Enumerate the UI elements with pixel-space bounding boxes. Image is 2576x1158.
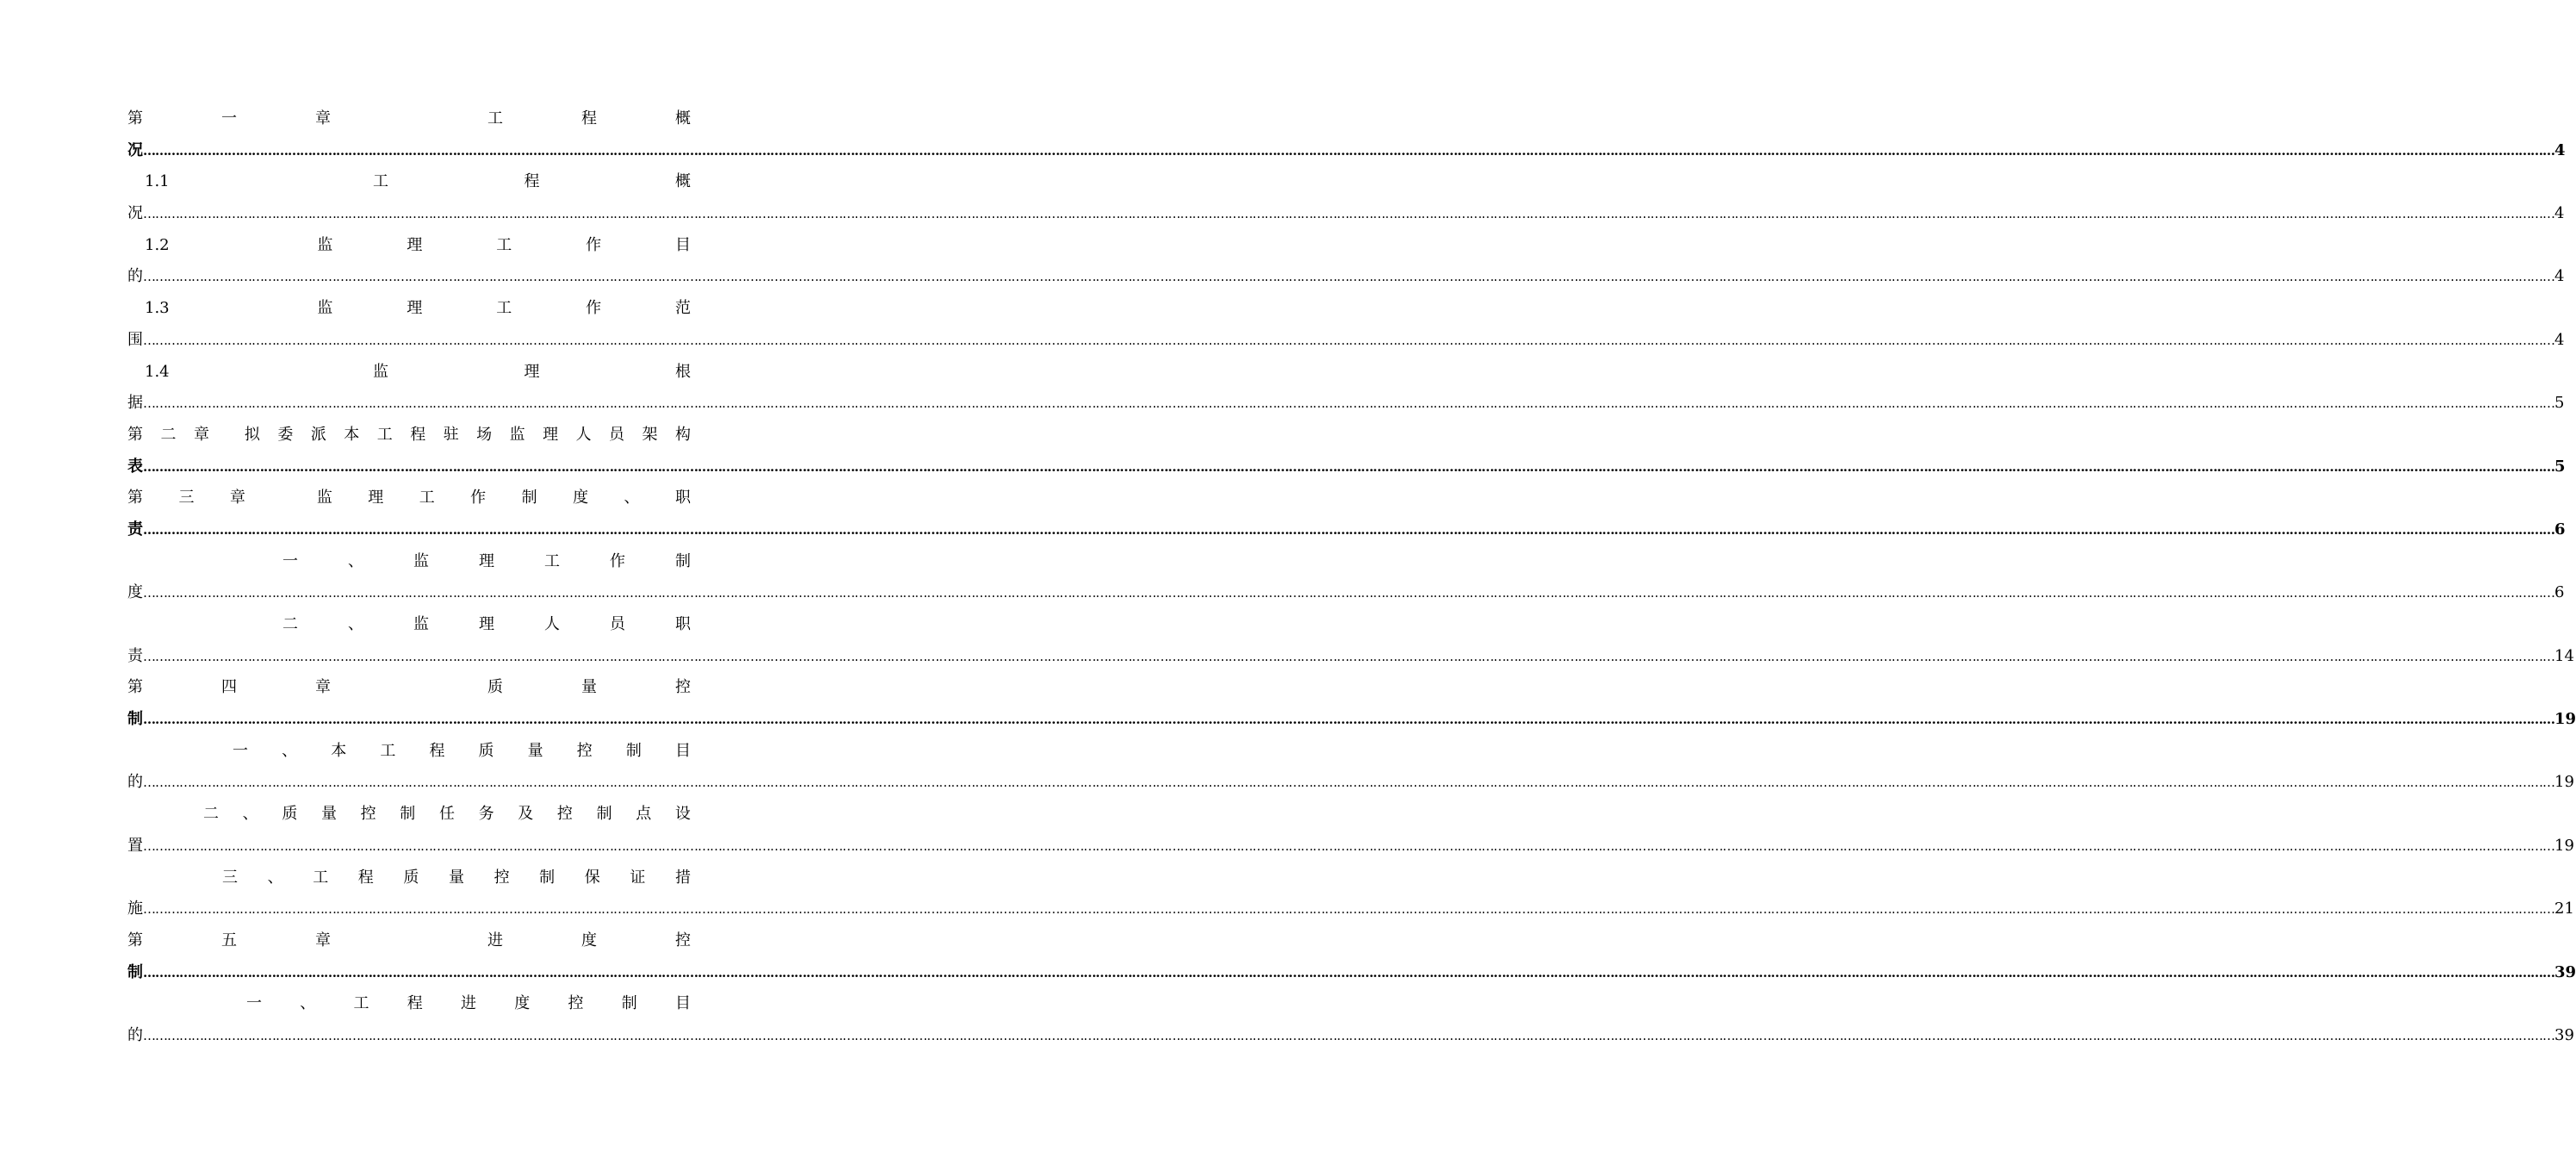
toc-title-char: 监 xyxy=(316,489,332,507)
toc-title-char: 第 xyxy=(127,109,143,128)
toc-title-char: 制 xyxy=(675,551,691,570)
toc-title-char: 量 xyxy=(527,741,543,760)
toc-entry-leader-line[interactable] xyxy=(127,831,2574,862)
toc-entry-title-line[interactable] xyxy=(127,546,691,578)
toc-title-char: 程 xyxy=(524,172,540,191)
toc-title-char: 四 xyxy=(221,678,237,697)
toc-page-number: 19 xyxy=(2554,836,2574,855)
leader-dots: …………………………………………………………………………………………………………………………………………………………………………………………………………………………………………………………………………………………………………………………………………………………………………………………………………………………………………………………………………………………………………………………………………………… xyxy=(143,712,2554,728)
toc-entry-title-line[interactable] xyxy=(127,420,691,451)
toc-title-char: 、 xyxy=(624,489,640,507)
toc-title-char: 进 xyxy=(487,931,503,949)
toc-title-char: 保 xyxy=(584,868,600,887)
toc-title-char: 工 xyxy=(372,172,388,191)
toc-title-char: 1.2 xyxy=(145,235,170,254)
toc-title-tail: 况 xyxy=(127,140,143,159)
toc-title-char: 质 xyxy=(478,741,494,760)
toc-title-char: 人 xyxy=(544,615,560,633)
toc-title-char: 监 xyxy=(413,551,429,570)
toc-title-tail: 置 xyxy=(127,836,143,855)
toc-title-char: 场 xyxy=(476,425,493,444)
toc-title-char: 章 xyxy=(315,678,331,697)
toc-entry-leader-line[interactable] xyxy=(127,198,2565,230)
toc-title-char: 程 xyxy=(357,868,374,887)
toc-title-char: 质 xyxy=(282,805,298,824)
toc-entry-title-line[interactable] xyxy=(127,609,691,641)
toc-title-char: 章 xyxy=(229,489,245,507)
leader-dots: …………………………………………………………………………………………………………………………………………………………………………………………………………………………………………………………………………………………………………………………………………………………………………………………………………………………………………………………………………………………………………………………………………………… xyxy=(143,837,2554,854)
toc-page-number: 21 xyxy=(2554,900,2574,918)
toc-title-char: 监 xyxy=(509,425,525,444)
toc-title-char: 控 xyxy=(568,994,584,1013)
toc-title-tail: 的 xyxy=(127,773,143,792)
toc-title-tail: 表 xyxy=(127,457,143,476)
toc-title-char: 质 xyxy=(403,868,419,887)
toc-title-char: 措 xyxy=(674,868,691,887)
leader-dots: …………………………………………………………………………………………………………………………………………………………………………………………………………………………………………………………………………………………………………………………………………………………………………………………………………………………………………………………………………………………………………………………………………………… xyxy=(143,458,2554,475)
toc-entry-leader-line[interactable] xyxy=(127,1020,2574,1052)
toc-title-tail: 况 xyxy=(127,204,143,223)
toc-title-char: 工 xyxy=(419,489,435,507)
toc-title-char: 务 xyxy=(478,805,494,824)
toc-title-char: 理 xyxy=(524,362,540,381)
toc-title-char: 本 xyxy=(344,425,360,444)
toc-entry-leader-line[interactable] xyxy=(127,261,2565,293)
toc-title-char: 理 xyxy=(407,235,423,254)
toc-entry-title-line[interactable] xyxy=(127,293,691,325)
toc-entry-leader-line[interactable] xyxy=(127,704,2576,736)
toc-title-char: 理 xyxy=(368,489,384,507)
toc-title-char: 度 xyxy=(514,994,531,1013)
toc-title-char: 职 xyxy=(674,489,691,507)
toc-title-char: 第 xyxy=(127,931,143,949)
toc-title-char: 驻 xyxy=(443,425,459,444)
toc-title-char: 工 xyxy=(544,551,560,570)
leader-dots: …………………………………………………………………………………………………………………………………………………………………………………………………………………………………………………………………………………………………………………………………………………………………………………………………………………………………………………………………………………………………………………………………………………… xyxy=(143,332,2554,348)
leader-dots: …………………………………………………………………………………………………………………………………………………………………………………………………………………………………………………………………………………………………………………………………………………………………………………………………………………………………………………………………………………………………………………………………………………… xyxy=(143,585,2554,601)
toc-title-char: 工 xyxy=(313,868,329,887)
toc-title-char: 作 xyxy=(586,299,602,318)
toc-title-char: 量 xyxy=(581,678,597,697)
toc-entry-title-line[interactable] xyxy=(127,357,691,389)
toc-title-char: 制 xyxy=(539,868,556,887)
leader-dots: …………………………………………………………………………………………………………………………………………………………………………………………………………………………………………………………………………………………………………………………………………………………………………………………………………………………………………………………………………………………………………………………………………………… xyxy=(143,1027,2554,1043)
toc-title-char: 1.4 xyxy=(145,362,170,381)
toc-entry-title-line[interactable] xyxy=(127,736,691,768)
toc-title-char: 拟 xyxy=(244,425,260,444)
toc-title-char: 人 xyxy=(575,425,592,444)
toc-title-char: 理 xyxy=(407,299,423,318)
toc-title-char: 、 xyxy=(348,551,363,570)
toc-title-char: 、 xyxy=(242,805,258,824)
toc-page-number: 5 xyxy=(2554,457,2566,476)
toc-title-char: 监 xyxy=(372,362,388,381)
toc-title-tail: 制 xyxy=(127,710,143,729)
toc-entry-title-line[interactable] xyxy=(127,166,691,198)
toc-title-char: 控 xyxy=(675,678,691,697)
toc-title-char: 二 xyxy=(160,425,177,444)
toc-title-char: 派 xyxy=(310,425,326,444)
toc-title-char: 工 xyxy=(353,994,369,1013)
toc-page-number: 14 xyxy=(2554,646,2574,665)
toc-title-char: 委 xyxy=(277,425,294,444)
toc-title-char: 量 xyxy=(448,868,464,887)
toc-title-char: 一 xyxy=(221,109,237,128)
leader-dots: …………………………………………………………………………………………………………………………………………………………………………………………………………………………………………………………………………………………………………………………………………………………………………………………………………………………………………………………………………………………………………………………………………………… xyxy=(143,521,2554,538)
toc-title-tail: 围 xyxy=(127,330,143,349)
toc-title-char: 工 xyxy=(496,235,512,254)
toc-page-number: 5 xyxy=(2554,394,2565,413)
toc-title-char: 三 xyxy=(178,489,195,507)
toc-title-char: 作 xyxy=(610,551,625,570)
toc-title-char: 理 xyxy=(479,615,494,633)
toc-title-char: 质 xyxy=(487,678,503,697)
toc-entry-title-line[interactable] xyxy=(127,103,691,135)
toc-title-char: 控 xyxy=(675,931,691,949)
toc-title-tail: 的 xyxy=(127,267,143,286)
toc-title-char: 程 xyxy=(581,109,597,128)
toc-title-char: 员 xyxy=(610,615,625,633)
toc-title-char: 制 xyxy=(625,741,642,760)
toc-title-char: 1.1 xyxy=(145,172,170,191)
toc-title-char: 、 xyxy=(267,868,283,887)
toc-title-char: 作 xyxy=(586,235,602,254)
toc-entry-title-line[interactable] xyxy=(127,230,691,262)
leader-dots: …………………………………………………………………………………………………………………………………………………………………………………………………………………………………………………………………………………………………………………………………………………………………………………………………………………………………………………………………………………………………………………………………………………… xyxy=(143,142,2554,159)
toc-title-char: 、 xyxy=(348,615,363,633)
toc-title-char: 一 xyxy=(246,994,262,1013)
toc-title-char: 工 xyxy=(496,299,512,318)
toc-title-char: 工 xyxy=(376,425,393,444)
toc-entry-title-line[interactable] xyxy=(127,799,691,831)
toc-title-char: 一 xyxy=(233,741,248,760)
toc-title-char: 章 xyxy=(315,109,331,128)
leader-dots: …………………………………………………………………………………………………………………………………………………………………………………………………………………………………………………………………………………………………………………………………………………………………………………………………………………………………………………………………………………………………………………………………………………… xyxy=(143,901,2554,918)
toc-title-char: 程 xyxy=(407,994,423,1013)
toc-title-char: 一 xyxy=(282,551,298,570)
toc-entry-leader-line[interactable] xyxy=(127,893,2574,925)
toc-title-char: 理 xyxy=(543,425,559,444)
toc-entry-title-line[interactable] xyxy=(127,672,691,704)
toc-page-number: 4 xyxy=(2554,140,2566,159)
leader-dots: …………………………………………………………………………………………………………………………………………………………………………………………………………………………………………………………………………………………………………………………………………………………………………………………………………………………………………………………………………………………………………………………………………………… xyxy=(143,206,2554,222)
toc-title-char: 制 xyxy=(521,489,537,507)
toc-title-char: 、 xyxy=(300,994,316,1013)
toc-page-number: 4 xyxy=(2554,204,2565,223)
toc-title-char: 设 xyxy=(674,805,691,824)
toc-title-char: 章 xyxy=(193,425,209,444)
toc-entry-leader-line[interactable] xyxy=(127,451,2566,483)
table-of-contents xyxy=(127,103,2576,1052)
toc-entry-leader-line[interactable] xyxy=(127,514,2566,546)
toc-title-char: 二 xyxy=(203,805,219,824)
toc-title-char: 控 xyxy=(556,805,573,824)
toc-title-char: 制 xyxy=(596,805,612,824)
toc-entry-title-line[interactable] xyxy=(127,862,691,894)
toc-title-char: 员 xyxy=(609,425,625,444)
toc-title-char: 三 xyxy=(222,868,238,887)
toc-title-char: 五 xyxy=(221,931,237,949)
toc-title-char: 度 xyxy=(581,931,597,949)
toc-title-char: 目 xyxy=(675,994,691,1013)
leader-dots: …………………………………………………………………………………………………………………………………………………………………………………………………………………………………………………………………………………………………………………………………………………………………………………………………………………………………………………………………………………………………………………………………………………… xyxy=(143,269,2554,285)
toc-title-char: 范 xyxy=(674,299,691,318)
toc-title-tail: 度 xyxy=(127,583,143,602)
toc-title-char: 第 xyxy=(127,489,143,507)
toc-title-tail: 制 xyxy=(127,962,143,981)
toc-title-char: 量 xyxy=(320,805,337,824)
toc-page-number: 4 xyxy=(2554,330,2565,349)
toc-entry-title-line[interactable] xyxy=(127,925,691,957)
toc-title-char: 任 xyxy=(438,805,455,824)
toc-title-tail: 施 xyxy=(127,900,143,918)
toc-title-char: 目 xyxy=(674,235,691,254)
toc-page-number: 19 xyxy=(2554,710,2576,729)
toc-title-char: 工 xyxy=(487,109,503,128)
toc-entry-leader-line[interactable] xyxy=(127,135,2566,167)
toc-title-char: 理 xyxy=(479,551,494,570)
toc-title-char: 概 xyxy=(675,109,691,128)
toc-page-number: 4 xyxy=(2554,267,2565,286)
toc-title-char: 证 xyxy=(630,868,646,887)
toc-title-char: 监 xyxy=(413,615,429,633)
toc-title-char: 度 xyxy=(573,489,589,507)
toc-title-char: 点 xyxy=(636,805,652,824)
toc-title-char: 进 xyxy=(461,994,476,1013)
leader-dots: …………………………………………………………………………………………………………………………………………………………………………………………………………………………………………………………………………………………………………………………………………………………………………………………………………………………………………………………………………………………………………………………………………………… xyxy=(143,964,2554,981)
toc-title-char: 架 xyxy=(642,425,658,444)
toc-title-char: 监 xyxy=(317,235,333,254)
toc-title-char: 控 xyxy=(493,868,510,887)
toc-title-char: 及 xyxy=(518,805,534,824)
toc-entry-leader-line[interactable] xyxy=(127,325,2565,357)
toc-title-tail: 责 xyxy=(127,646,143,665)
toc-title-tail: 的 xyxy=(127,1025,143,1044)
toc-entry-title-line[interactable] xyxy=(127,988,691,1020)
toc-title-char: 程 xyxy=(410,425,426,444)
toc-title-char: 控 xyxy=(576,741,593,760)
toc-entry-title-line[interactable] xyxy=(127,482,691,514)
toc-title-char: 工 xyxy=(380,741,396,760)
toc-title-char: 、 xyxy=(282,741,298,760)
toc-entry-leader-line[interactable] xyxy=(127,577,2565,609)
toc-title-tail: 责 xyxy=(127,520,143,539)
toc-title-char: 程 xyxy=(429,741,445,760)
toc-title-char: 职 xyxy=(675,615,691,633)
toc-title-char: 章 xyxy=(315,931,331,949)
toc-page-number: 6 xyxy=(2554,583,2565,602)
toc-page-number: 6 xyxy=(2554,520,2566,539)
toc-title-char: 第 xyxy=(127,425,143,444)
toc-entry-leader-line[interactable] xyxy=(127,388,2565,420)
toc-title-char: 构 xyxy=(674,425,691,444)
toc-title-char: 制 xyxy=(621,994,637,1013)
toc-title-char: 本 xyxy=(331,741,347,760)
leader-dots: …………………………………………………………………………………………………………………………………………………………………………………………………………………………………………………………………………………………………………………………………………………………………………………………………………………………………………………………………………………………………………………………………………………… xyxy=(143,648,2554,664)
toc-page-number: 19 xyxy=(2554,773,2574,792)
toc-title-char: 作 xyxy=(470,489,487,507)
toc-title-char: 监 xyxy=(317,299,333,318)
toc-entry-leader-line[interactable] xyxy=(127,641,2574,673)
toc-title-char: 第 xyxy=(127,678,143,697)
leader-dots: …………………………………………………………………………………………………………………………………………………………………………………………………………………………………………………………………………………………………………………………………………………………………………………………………………………………………………………………………………………………………………………………………………………… xyxy=(143,775,2554,791)
toc-entry-leader-line[interactable] xyxy=(127,767,2574,799)
toc-entry-leader-line[interactable] xyxy=(127,957,2576,989)
toc-title-char: 目 xyxy=(674,741,691,760)
toc-page-number: 39 xyxy=(2554,962,2576,981)
toc-title-tail: 据 xyxy=(127,394,143,413)
toc-title-char: 根 xyxy=(675,362,691,381)
toc-title-char: 概 xyxy=(675,172,691,191)
toc-page-number: 39 xyxy=(2554,1025,2574,1044)
leader-dots: …………………………………………………………………………………………………………………………………………………………………………………………………………………………………………………………………………………………………………………………………………………………………………………………………………………………………………………………………………………………………………………………………………………… xyxy=(143,395,2554,412)
toc-title-char: 控 xyxy=(360,805,376,824)
toc-title-char: 制 xyxy=(400,805,416,824)
toc-title-char: 1.3 xyxy=(145,299,170,318)
toc-title-char: 二 xyxy=(282,615,298,633)
